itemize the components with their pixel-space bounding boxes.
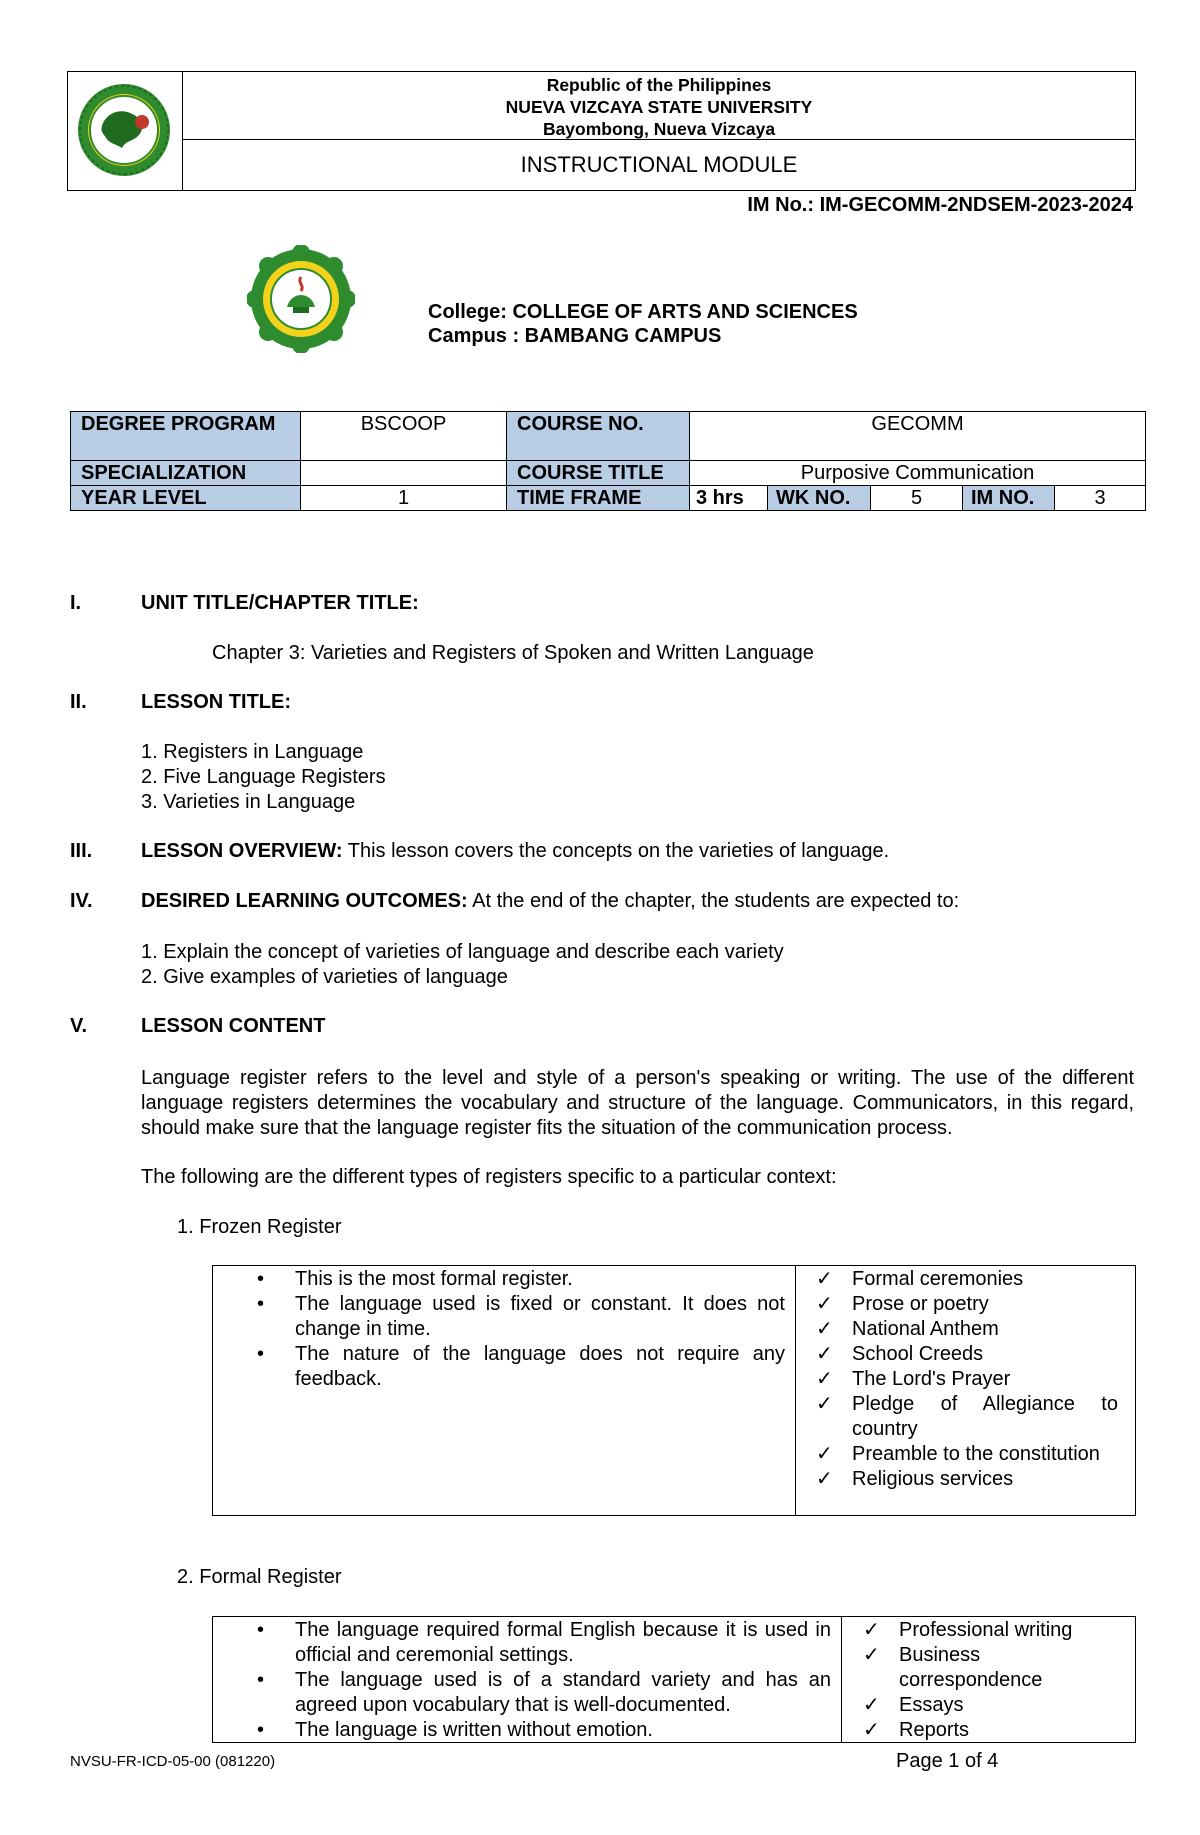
outcomes-intro-text: At the end of the chapter, the students are expected to: <box>467 890 960 912</box>
outcome-item: 2. Give examples of varieties of language <box>141 966 508 988</box>
section-5-number: V. <box>70 1015 88 1037</box>
section-3-number: III. <box>70 840 93 862</box>
specialization-value <box>301 461 507 486</box>
campus-line: Campus : BAMBANG CAMPUS <box>428 325 722 347</box>
section-1-title: UNIT TITLE/CHAPTER TITLE: <box>141 592 419 614</box>
specialization-label: SPECIALIZATION <box>71 461 301 486</box>
formal-characteristic: • The language used is of a standard variety and has an agreed upon vocabulary that is well-documented. <box>213 1668 831 1718</box>
content-paragraph-2: The following are the different types of registers specific to a particular context: <box>141 1166 837 1188</box>
formal-characteristics-list <box>213 1618 831 1743</box>
lesson-overview-text: This lesson covers the concepts on the varieties of language. <box>342 840 890 862</box>
outcome-list <box>141 940 784 990</box>
formal-example: ✓ Essays <box>853 1693 1113 1718</box>
formal-example: ✓ Professional writing <box>853 1618 1113 1643</box>
course-title-value: Purposive Communication <box>690 461 1146 486</box>
university-location: Bayombong, Nueva Vizcaya <box>542 119 776 139</box>
content-paragraph-1: Language register refers to the level and style of a person's speaking or writing. The use of the different language registers determines the vocabulary and structure of the language. Communicators, in this regard, should make sure that the language register fits the situation of the communication process. <box>141 1067 1134 1139</box>
section-4-line <box>141 890 959 913</box>
formal-register-table <box>212 1616 1136 1743</box>
frozen-characteristic: • The nature of the language does not require any feedback. <box>213 1342 785 1392</box>
course-info-table <box>70 411 1146 511</box>
frozen-example: ✓ The Lord's Prayer <box>806 1367 1118 1392</box>
lesson-item: 3. Varieties in Language <box>141 791 356 813</box>
im-no-label: IM NO. <box>963 486 1055 511</box>
year-level-label: YEAR LEVEL <box>71 486 301 511</box>
college-block <box>428 300 858 348</box>
formal-characteristic: • The language required formal English because it is used in official and ceremonial settings. <box>213 1618 831 1668</box>
republic-line: Republic of the Philippines <box>546 75 772 95</box>
section-3-title: LESSON OVERVIEW: <box>141 840 343 862</box>
frozen-example: ✓ Preamble to the constitution <box>806 1442 1118 1467</box>
institution-header <box>183 72 1135 140</box>
week-no-label: WK NO. <box>768 486 871 511</box>
frozen-example: ✓ Prose or poetry <box>806 1292 1118 1317</box>
course-no-label: COURSE NO. <box>507 412 690 461</box>
page-number: Page 1 of 4 <box>896 1750 999 1772</box>
lesson-item: 1. Registers in Language <box>141 741 364 763</box>
im-number: IM No.: IM-GECOMM-2NDSEM-2023-2024 <box>747 194 1133 216</box>
week-no-value: 5 <box>871 486 963 511</box>
formal-example: ✓ Business correspondence <box>853 1643 1113 1693</box>
section-1-number: I. <box>70 592 82 614</box>
outcome-item: 1. Explain the concept of varieties of language and describe each variety <box>141 941 784 963</box>
degree-program-label: DEGREE PROGRAM <box>71 412 301 461</box>
formal-example: ✓ Reports <box>853 1718 1113 1743</box>
frozen-example: ✓ National Anthem <box>806 1317 1118 1342</box>
section-5-title: LESSON CONTENT <box>141 1015 326 1037</box>
table-divider <box>795 1266 796 1515</box>
section-3-line <box>141 840 889 863</box>
formal-examples-list <box>853 1618 1113 1743</box>
section-4-number: IV. <box>70 890 93 912</box>
university-seal-icon <box>76 82 172 178</box>
university-name: NUEVA VIZCAYA STATE UNIVERSITY <box>505 97 813 117</box>
degree-program-value: BSCOOP <box>301 412 507 461</box>
frozen-example: ✓ Formal ceremonies <box>806 1267 1118 1292</box>
time-frame-value: 3 hrs <box>690 486 768 511</box>
course-no-value: GECOMM <box>690 412 1146 461</box>
frozen-example: ✓ Religious services <box>806 1467 1118 1492</box>
im-no-value: 3 <box>1055 486 1146 511</box>
table-divider <box>841 1617 842 1742</box>
frozen-examples-list <box>806 1267 1118 1492</box>
form-code: NVSU-FR-ICD-05-00 (081220) <box>70 1753 276 1770</box>
module-title: INSTRUCTIONAL MODULE <box>520 152 798 177</box>
university-seal-cell <box>68 72 183 190</box>
formal-characteristic: • The language is written without emotion. <box>213 1718 831 1743</box>
frozen-register-table <box>212 1265 1136 1516</box>
college-line: College: COLLEGE OF ARTS AND SCIENCES <box>428 301 858 323</box>
course-title-label: COURSE TITLE <box>507 461 690 486</box>
section-4-title: DESIRED LEARNING OUTCOMES: <box>141 890 468 912</box>
header-box <box>67 71 1136 191</box>
formal-register-heading: 2. Formal Register <box>177 1566 342 1588</box>
frozen-characteristic: • This is the most formal register. <box>213 1267 785 1292</box>
frozen-example: ✓ School Creeds <box>806 1342 1118 1367</box>
lesson-item: 2. Five Language Registers <box>141 766 386 788</box>
frozen-characteristic: • The language used is fixed or constant. It does not change in time. <box>213 1292 785 1342</box>
lesson-list <box>141 740 386 815</box>
frozen-example: ✓ Pledge of Allegiance to country <box>806 1392 1118 1442</box>
section-2-number: II. <box>70 691 87 713</box>
year-level-value: 1 <box>301 486 507 511</box>
frozen-characteristics-list <box>213 1267 785 1392</box>
frozen-register-heading: 1. Frozen Register <box>177 1216 342 1238</box>
chapter-title: Chapter 3: Varieties and Registers of Spoken and Written Language <box>212 642 814 664</box>
time-frame-label: TIME FRAME <box>507 486 690 511</box>
section-2-title: LESSON TITLE: <box>141 691 291 713</box>
college-seal-icon <box>247 245 355 353</box>
